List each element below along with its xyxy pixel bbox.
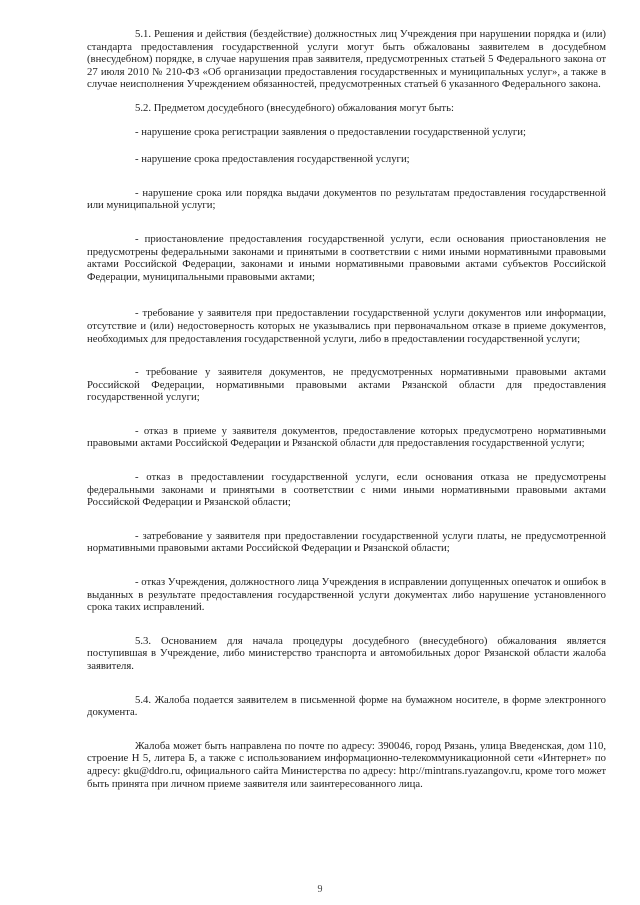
list-item-issuance-term: - нарушение срока или порядка выдачи документов по результатам предоставления государственной или муниципальной услуги; (87, 186, 606, 212)
list-item-extra-documents: - требование у заявителя при предоставлении государственной услуги документов или информации, отсутствие и (или) недостоверность которых не указывались при первоначальном отказе в приеме документов, необходимых для предоставления государственной услуги, либо в предоставлении государственной услуги; (87, 307, 606, 345)
paragraph-complaint-address: Жалоба может быть направлена по почте по адресу: 390046, город Рязань, улица Введенская, дом 110, строение Н 5, литера Б, а также с использованием информационно-телекоммуникационной сети «Интернет» по адресу: gku@ddro.ru, официального сайта Министерства по адресу: http://mintrans.ryazangov.ru, кроме того может быть принята при личном приеме заявителя или заинтересованного лица. (87, 739, 606, 790)
paragraph-5-1: 5.1. Решения и действия (бездействие) должностных лиц Учреждения при нарушении порядка и (или) стандарта предоставления государственной услуги могут быть обжалованы заявителем в досудебном (внесудебном) порядке, в случае нарушения прав заявителя, предусмотренных статьей 5 Федерального закона от 27 июля 2010 № 210-ФЗ «Об организации предоставления государственных и муниципальных услуг», а также в случае неисполнения Учреждением обязанностей, предусмотренных статьей 6 указанного Федерального закона. (87, 28, 606, 91)
list-item-registration-term: - нарушение срока регистрации заявления о предоставлении государственной услуги; (135, 125, 526, 138)
paragraph-5-4: 5.4. Жалоба подается заявителем в письменной форме на бумажном носителе, в форме электронного документа. (87, 693, 606, 719)
page-number: 9 (317, 884, 323, 896)
list-item-fee: - затребование у заявителя при предоставлении государственной услуги платы, не предусмотренной нормативными правовыми актами Российской Федерации и Рязанской области; (87, 529, 606, 555)
list-item-suspension: - приостановление предоставления государственной услуги, если основания приостановления не предусмотрены федеральными законами и принятыми в соответствии с ними иными нормативными правовыми актами Российской Федерации, законами и иными нормативными правовыми актами субъектов Российской Федерации, муниципальными правовыми актами; (87, 232, 606, 283)
paragraph-5-2: 5.2. Предметом досудебного (внесудебного) обжалования могут быть: (135, 101, 454, 114)
list-item-refusal-service: - отказ в предоставлении государственной услуги, если основания отказа не предусмотрены федеральными законами и принятыми в соответствии с ними иными нормативными правовыми актами Российской Федерации и Рязанской области; (87, 471, 606, 509)
paragraph-5-3: 5.3. Основанием для начала процедуры досудебного (внесудебного) обжалования является поступившая в Учреждение, либо министерство транспорта и автомобильных дорог Рязанской области жалоба заявителя. (87, 634, 606, 672)
list-item-refusal-accept: - отказ в приеме у заявителя документов, предоставление которых предусмотрено нормативными правовыми актами Российской Федерации и Рязанской области для предоставления государственной услуги; (87, 424, 606, 450)
list-item-service-term: - нарушение срока предоставления государственной услуги; (135, 153, 410, 166)
list-item-corrections: - отказ Учреждения, должностного лица Учреждения в исправлении допущенных опечаток и ошибок в выданных в результате предоставления государственной услуги документах либо нарушение установленного срока таких исправлений. (87, 576, 606, 614)
list-item-unlawful-documents: - требование у заявителя документов, не предусмотренных нормативными правовыми актами Российской Федерации, нормативными правовыми актами Рязанской области для предоставления государственной услуги; (87, 366, 606, 404)
